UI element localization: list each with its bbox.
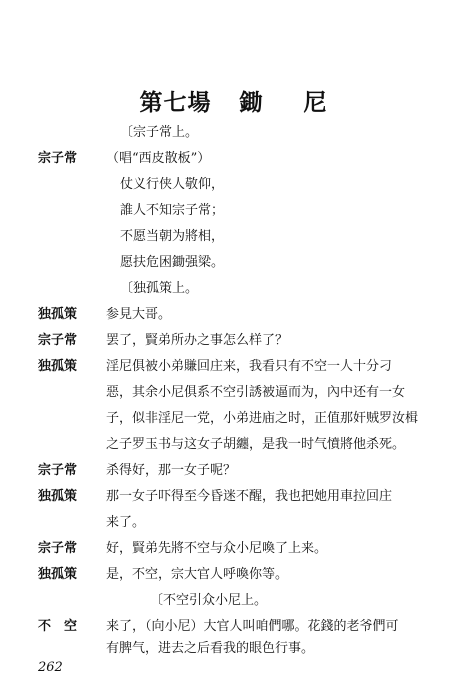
scene-name-char-2: 尼 [303,89,328,116]
stage-direction: 〔宗子常上。 [120,125,199,140]
stage-direction: 〔独孤策上。 [120,281,199,296]
verse-line: 不愿当朝为將相， [120,229,225,244]
dialogue-line: 淫尼俱被小弟賺回庄来，我看只有不空一人十分刁 [106,359,393,374]
scene-title [0,84,467,117]
dialogue-line: 是，不空，宗大官人呼喚你等。 [106,567,289,582]
verse-line: 誰人不知宗子常； [120,203,225,218]
speaker-label: 独孤策 [38,359,78,374]
speaker-label: 宗子常 [38,541,78,556]
dialogue-line: 参見大哥。 [106,307,172,322]
scene-number: 第七場 [139,89,212,116]
dialogue-line: 来了，（向小尼）大官人叫咱們哪。花錢的老爷們可 [106,619,399,634]
dialogue-line: 子，似非淫尼一党，小弟进庙之时，正值那奸贼罗汝楫 [106,411,419,426]
dialogue-line: 罢了，賢弟所办之事怎么样了？ [106,333,289,348]
dialogue-line: 来了。 [106,515,146,530]
page-number: 262 [38,660,63,675]
speaker-label: 宗子常 [38,151,78,166]
dialogue-line: 杀得好，那一女子呢？ [106,463,237,478]
verse-line: 愿扶危困鋤强梁。 [120,255,225,270]
dialogue-line: 那一女子吓得至今昏迷不醒，我也把她用車拉回庄 [106,489,393,504]
verse-line: 仗义行侠人敬仰， [120,177,225,192]
dialogue-line: 惡，其余小尼俱系不空引誘被逼而为，內中还有一女 [106,385,406,400]
dialogue-line: （唱“西皮散板”） [106,151,211,166]
scene-name-char-1: 鋤 [239,89,264,116]
dialogue-line: 有脾气，进去之后看我的眼色行事。 [106,641,315,656]
dialogue-line: 好，賢弟先將不空与众小尼喚了上来。 [106,541,328,556]
speaker-label: 不 空 [38,619,78,634]
speaker-label: 宗子常 [38,463,78,478]
speaker-label: 独孤策 [38,307,78,322]
stage-direction: 〔不空引众小尼上。 [150,593,268,608]
speaker-label: 独孤策 [38,489,78,504]
dialogue-line: 之子罗玉书与这女子胡纏，是我一时气憤將他杀死。 [106,437,406,452]
speaker-label: 宗子常 [38,333,78,348]
speaker-label: 独孤策 [38,567,78,582]
